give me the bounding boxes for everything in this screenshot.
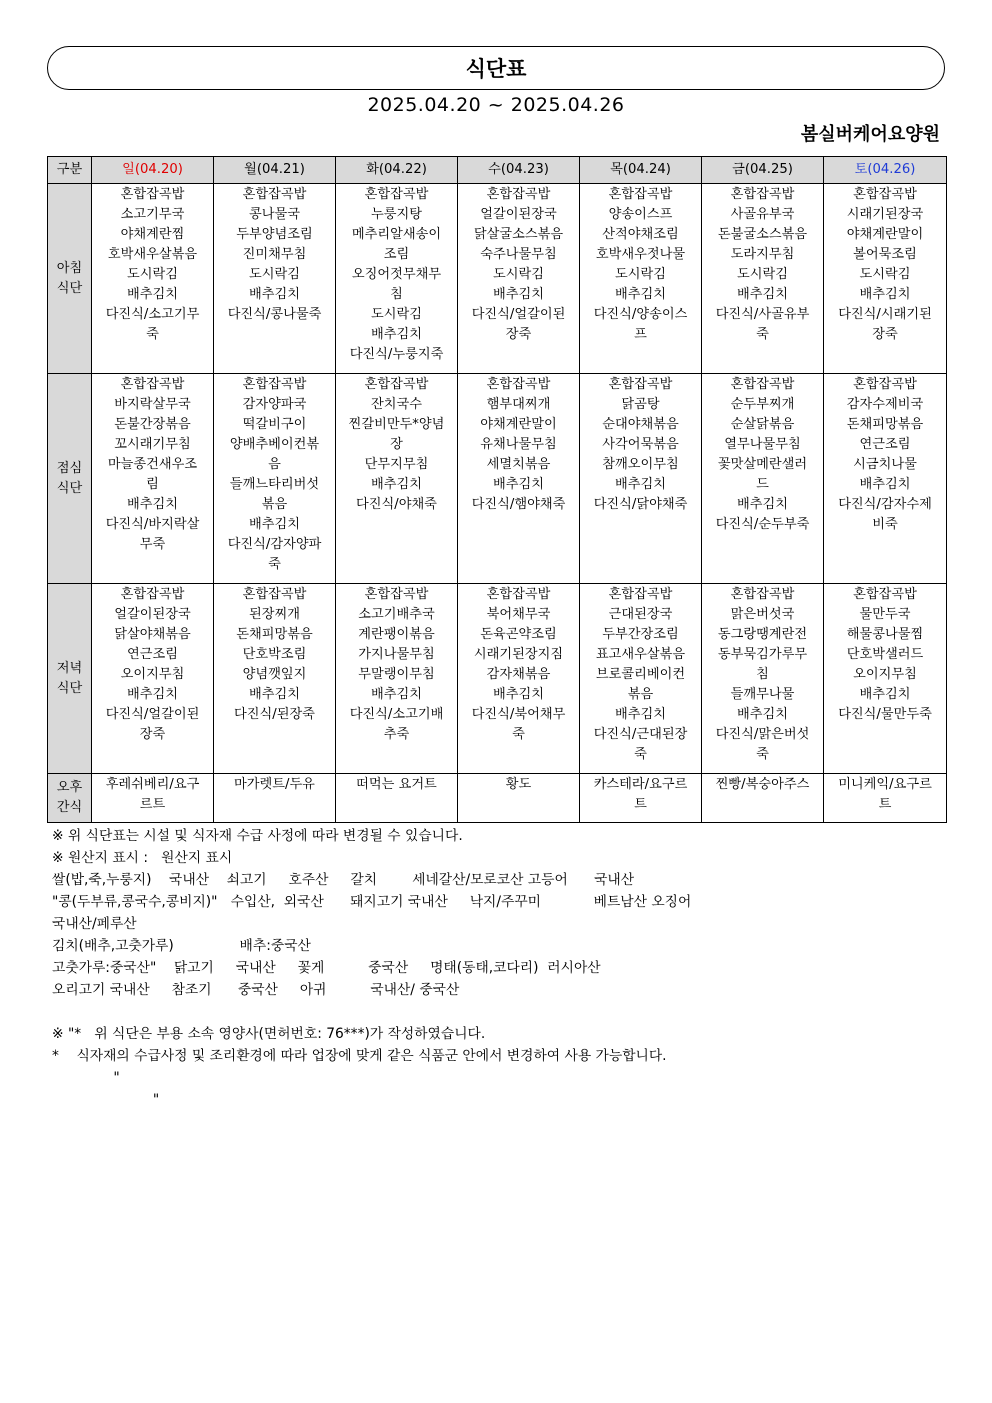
menu-item: 시래기된장국 — [846, 207, 924, 222]
menu-cell — [580, 184, 702, 374]
menu-item: 찐빵/복숭아주스 — [715, 777, 810, 792]
menu-item: 브로콜리베이컨 — [595, 667, 686, 682]
menu-item: 잔치국수 — [371, 397, 422, 412]
menu-item: 얼갈이된장국 — [114, 607, 191, 622]
menu-item: 시래기된장지짐 — [473, 647, 564, 662]
menu-item: 혼합잡곡밥 — [486, 187, 551, 202]
note-line: 김치(배추,고춧가루) 배추:중국산 — [52, 938, 311, 954]
menu-item: 다진식/양송이스 — [593, 307, 688, 322]
menu-item: 다진식/소고기무 — [105, 307, 200, 322]
menu-item: 혼합잡곡밥 — [364, 187, 429, 202]
note-line: * 식자재의 수급사정 및 조리환경에 따라 업장에 맞게 같은 식품군 안에서 변경하여 사용 가능합니다. — [52, 1048, 667, 1064]
menu-item: 무말랭이무침 — [358, 667, 435, 682]
menu-item: 혼합잡곡밥 — [364, 377, 429, 392]
menu-item: 혼합잡곡밥 — [120, 587, 185, 602]
note-line: "콩(두부류,콩국수,콩비지)" 수입산, 외국산 돼지고기 국내산 낙지/주꾸미 베트남산 오징어 — [52, 894, 692, 910]
menu-item: 무죽 — [139, 537, 166, 552]
menu-item: 다진식/소고기배 — [349, 707, 444, 722]
meal-label-line: 간식 — [56, 800, 83, 815]
menu-item: 배추김치 — [249, 517, 300, 532]
menu-item: 비죽 — [872, 517, 898, 532]
menu-item: 장죽 — [872, 327, 898, 342]
menu-item: 순살닭볶음 — [730, 417, 795, 432]
menu-item: 맑은버섯국 — [730, 607, 795, 622]
menu-item: 도라지무침 — [730, 247, 795, 262]
meal-label-line: 식단 — [56, 680, 83, 696]
menu-item: 배추김치 — [493, 477, 544, 492]
menu-item: 다진식/근대된장 — [593, 727, 688, 742]
menu-item: 배추김치 — [737, 287, 788, 302]
menu-item: 유채나물무침 — [480, 437, 557, 452]
menu-item: 혼합잡곡밥 — [242, 587, 307, 602]
menu-item: 혼합잡곡밥 — [730, 187, 795, 202]
menu-item: 다진식/사골유부 — [715, 307, 810, 322]
menu-item: 배추김치 — [371, 687, 422, 702]
menu-item: 다진식/시래기된 — [838, 307, 932, 322]
menu-item: 다진식/야채죽 — [356, 497, 437, 512]
menu-item: 다진식/콩나물죽 — [227, 307, 322, 322]
menu-item: 숙주나물무침 — [480, 247, 557, 262]
menu-item: 다진식/감자양파 — [227, 537, 322, 552]
menu-item: 두부간장조림 — [602, 627, 679, 642]
menu-item: 계란팽이볶음 — [358, 627, 435, 642]
meal-label-line: 아침 — [56, 260, 83, 276]
menu-cell — [92, 584, 214, 774]
menu-item: 양배추베이컨볶 — [229, 437, 320, 452]
meal-row-dinner — [48, 584, 947, 774]
menu-item: 배추김치 — [737, 497, 788, 512]
menu-item: 침 — [756, 667, 769, 682]
menu-item: 장 — [390, 437, 403, 452]
menu-item: 닭살야채볶음 — [114, 627, 191, 642]
menu-item: 장죽 — [505, 327, 532, 342]
menu-item: 단호박조림 — [242, 647, 307, 662]
day-header-tue: 화(04.22) — [336, 157, 458, 184]
menu-item: 호박새우젓나물 — [595, 247, 686, 262]
menu-item: 혼합잡곡밥 — [120, 187, 185, 202]
menu-cell — [824, 774, 947, 823]
note-line: 국내산/페루산 — [52, 916, 137, 932]
menu-item: 혼합잡곡밥 — [120, 377, 185, 392]
menu-item: 사각어묵볶음 — [602, 437, 679, 452]
menu-item: 연근조림 — [127, 647, 178, 662]
menu-item: 다진식/누룽지죽 — [349, 347, 444, 362]
note-line: " — [52, 1092, 160, 1108]
menu-cell — [214, 774, 336, 823]
menu-item: 혼합잡곡밥 — [730, 587, 795, 602]
menu-item: 혼합잡곡밥 — [853, 187, 917, 202]
menu-item: 동부묵김가루무 — [717, 647, 808, 662]
header-row — [48, 157, 947, 184]
menu-cell — [580, 374, 702, 584]
menu-item: 다진식/감자수제 — [838, 497, 932, 512]
menu-item: 배추김치 — [615, 287, 666, 302]
meal-label — [48, 584, 92, 774]
menu-cell — [580, 774, 702, 823]
menu-item: 양송이스프 — [608, 207, 673, 222]
menu-item: 북어채무국 — [486, 607, 551, 622]
menu-item: 다진식/북어채무 — [471, 707, 566, 722]
day-header-mon: 월(04.21) — [214, 157, 336, 184]
menu-item: 찐갈비만두*양념 — [348, 417, 445, 432]
menu-item: 배추김치 — [127, 497, 178, 512]
menu-item: 얼갈이된장국 — [480, 207, 557, 222]
menu-item: 음 — [268, 457, 281, 472]
menu-item: 야채계란말이 — [480, 417, 557, 432]
menu-item: 배추김치 — [127, 687, 178, 702]
note-line: ※ "* 위 식단은 부용 소속 영양사(면허번호: 76***)가 작성하였습니다. — [52, 1026, 486, 1042]
menu-item: 참깨오이무침 — [602, 457, 679, 472]
menu-item: 배추김치 — [249, 687, 300, 702]
meal-label — [48, 374, 92, 584]
menu-item: 다진식/얼갈이된 — [105, 707, 200, 722]
menu-cell — [702, 774, 824, 823]
menu-item: 죽 — [756, 747, 769, 762]
date-range: 2025.04.20 ~ 2025.04.26 — [367, 94, 625, 116]
menu-item: 메추리알새송이 — [351, 227, 442, 242]
menu-item: 오이지무침 — [853, 667, 917, 682]
menu-item: 혼합잡곡밥 — [364, 587, 429, 602]
menu-item: 드 — [756, 477, 769, 492]
menu-item: 순대야채볶음 — [602, 417, 679, 432]
menu-item: 닭곰탕 — [621, 397, 660, 412]
day-header-sat: 토(04.26) — [824, 157, 947, 184]
menu-item: 트 — [878, 797, 892, 812]
menu-item: 소고기배추국 — [358, 607, 435, 622]
menu-item: 연근조림 — [859, 437, 911, 452]
menu-item: 혼합잡곡밥 — [608, 587, 673, 602]
header-label: 구분 — [48, 157, 92, 184]
menu-item: 혼합잡곡밥 — [853, 377, 917, 392]
menu-item: 프 — [634, 327, 647, 342]
menu-item: 배추김치 — [615, 477, 666, 492]
title-box — [47, 46, 945, 90]
menu-item: 황도 — [505, 777, 532, 792]
note-line: ※ 원산지 표시 : 원산지 표시 — [52, 850, 233, 866]
menu-cell — [458, 374, 580, 584]
menu-item: 다진식/햄야채죽 — [471, 497, 566, 512]
note-line: " — [52, 1070, 120, 1086]
note-line: 쌀(밥,죽,누룽지) 국내산 쇠고기 호주산 갈치 세네갈산/모로코산 고등어 국내산 — [52, 872, 635, 888]
menu-item: 다진식/얼갈이된 — [471, 307, 566, 322]
menu-item: 혼합잡곡밥 — [242, 187, 307, 202]
menu-item: 마늘종건새우조 — [107, 457, 198, 472]
menu-item: 야채계란말이 — [846, 227, 924, 242]
menu-item: 르트 — [139, 797, 166, 812]
day-header-sun: 일(04.20) — [92, 157, 214, 184]
menu-item: 콩나물국 — [249, 207, 300, 222]
page-title: 식단표 — [465, 57, 527, 81]
meal-row-snack — [48, 774, 947, 823]
menu-cell — [214, 184, 336, 374]
menu-item: 다진식/순두부죽 — [715, 517, 810, 532]
menu-item: 햄부대찌개 — [486, 397, 551, 412]
note-line: 고춧가루:중국산" 닭고기 국내산 꽃게 중국산 명태(동태,코다리) 러시아산 — [52, 960, 601, 976]
menu-item: 도시락김 — [493, 267, 544, 282]
menu-item: 죽 — [512, 727, 525, 742]
menu-item: 돈채피망볶음 — [846, 417, 924, 432]
menu-cell — [92, 184, 214, 374]
menu-item: 볶음 — [261, 497, 288, 512]
meal-label-line: 식단 — [56, 280, 83, 296]
menu-item: 감자양파국 — [242, 397, 307, 412]
note-line: 오리고기 국내산 참조기 중국산 아귀 국내산/ 중국산 — [52, 982, 460, 998]
menu-item: 꼬시래기무침 — [114, 437, 191, 452]
menu-item: 후레쉬베리/요구 — [105, 777, 200, 792]
menu-item: 다진식/닭야채죽 — [593, 497, 688, 512]
menu-item: 도시락김 — [127, 267, 178, 282]
menu-item: 두부양념조림 — [236, 227, 313, 242]
menu-item: 볼어묵조림 — [853, 247, 917, 262]
menu-item: 호박새우살볶음 — [107, 247, 198, 262]
menu-item: 돈불굴소스볶음 — [717, 227, 808, 242]
menu-cell — [458, 584, 580, 774]
menu-item: 소고기무국 — [120, 207, 185, 222]
menu-cell — [824, 374, 947, 584]
menu-item: 사골유부국 — [730, 207, 795, 222]
menu-item: 마가렛트/두유 — [234, 777, 315, 792]
menu-item: 다진식/맑은버섯 — [715, 727, 810, 742]
menu-item: 혼합잡곡밥 — [608, 187, 673, 202]
meal-label — [48, 184, 92, 374]
menu-item: 죽 — [634, 747, 647, 762]
menu-item: 양념깻잎지 — [242, 667, 307, 682]
menu-item: 야채계란찜 — [120, 227, 185, 242]
menu-item: 죽 — [268, 557, 281, 572]
menu-item: 산적야채조림 — [602, 227, 679, 242]
menu-cell — [702, 374, 824, 584]
menu-item: 도시락김 — [859, 267, 911, 282]
menu-item: 배추김치 — [737, 707, 788, 722]
menu-item: 추죽 — [383, 727, 410, 742]
menu-item: 혼합잡곡밥 — [486, 587, 551, 602]
menu-item: 다진식/바지락살 — [105, 517, 200, 532]
menu-item: 단무지무침 — [364, 457, 429, 472]
menu-item: 된장찌개 — [249, 607, 300, 622]
day-header-wed: 수(04.23) — [458, 157, 580, 184]
menu-item: 림 — [146, 477, 159, 492]
menu-item: 혼합잡곡밥 — [853, 587, 917, 602]
meal-label-line: 점심 — [56, 460, 83, 476]
menu-cell — [824, 584, 947, 774]
menu-item: 돈채피망볶음 — [236, 627, 313, 642]
menu-cell — [92, 374, 214, 584]
menu-item: 닭살굴소스볶음 — [473, 227, 564, 242]
menu-item: 배추김치 — [859, 477, 911, 492]
menu-item: 진미채무침 — [242, 247, 307, 262]
menu-item: 미니케익/요구르 — [838, 777, 932, 792]
menu-table — [47, 156, 947, 823]
menu-item: 조림 — [383, 247, 410, 262]
menu-cell — [336, 774, 458, 823]
menu-item: 오이지무침 — [120, 667, 185, 682]
menu-item: 누룽지탕 — [371, 207, 422, 222]
menu-item: 떠먹는 요거트 — [356, 777, 437, 792]
meal-row-breakfast — [48, 184, 947, 374]
menu-item: 물만두국 — [859, 607, 911, 622]
menu-item: 바지락살무국 — [114, 397, 191, 412]
meal-label-line: 저녁 — [56, 660, 83, 676]
menu-item: 카스테라/요구르 — [593, 777, 688, 792]
note-line: ※ 위 식단표는 시설 및 식자재 수급 사정에 따라 변경될 수 있습니다. — [52, 828, 463, 844]
menu-item: 들깨무나물 — [730, 687, 795, 702]
menu-item: 도시락김 — [371, 307, 422, 322]
menu-item: 단호박샐러드 — [846, 647, 924, 662]
menu-item: 시금치나물 — [853, 457, 917, 472]
menu-cell — [336, 184, 458, 374]
menu-item: 배추김치 — [493, 287, 544, 302]
menu-item: 도시락김 — [249, 267, 300, 282]
menu-item: 혼합잡곡밥 — [608, 377, 673, 392]
menu-item: 감자채볶음 — [486, 667, 551, 682]
menu-item: 죽 — [146, 327, 159, 342]
menu-cell — [458, 774, 580, 823]
menu-item: 다진식/된장죽 — [234, 707, 315, 722]
menu-item: 배추김치 — [127, 287, 178, 302]
day-header-thu: 목(04.24) — [580, 157, 702, 184]
menu-item: 트 — [634, 797, 647, 812]
notes-section — [52, 825, 952, 1111]
menu-item: 열무나물무침 — [724, 437, 801, 452]
menu-item: 침 — [390, 287, 403, 302]
menu-item: 혼합잡곡밥 — [486, 377, 551, 392]
note-line — [52, 1001, 952, 1023]
menu-item: 배추김치 — [859, 687, 911, 702]
menu-item: 돈불간장볶음 — [114, 417, 191, 432]
menu-item: 세멸치볶음 — [486, 457, 551, 472]
menu-item: 떡갈비구이 — [242, 417, 307, 432]
menu-cell — [580, 584, 702, 774]
menu-item: 돈육곤약조림 — [480, 627, 557, 642]
facility-name: 봄실버케어요양원 — [800, 124, 940, 145]
menu-item: 가지나물무침 — [358, 647, 435, 662]
menu-item: 배추김치 — [859, 287, 911, 302]
menu-cell — [702, 584, 824, 774]
menu-item: 다진식/물만두죽 — [838, 707, 932, 722]
menu-item: 배추김치 — [371, 477, 422, 492]
meal-row-lunch — [48, 374, 947, 584]
menu-item: 도시락김 — [615, 267, 666, 282]
menu-cell — [92, 774, 214, 823]
menu-item: 장죽 — [139, 727, 166, 742]
menu-item: 순두부찌개 — [730, 397, 795, 412]
meal-label-line: 식단 — [56, 480, 83, 496]
menu-cell — [336, 374, 458, 584]
menu-cell — [824, 184, 947, 374]
menu-cell — [702, 184, 824, 374]
menu-item: 해물콩나물찜 — [846, 627, 924, 642]
menu-item: 오징어젓무채무 — [351, 267, 442, 282]
menu-cell — [214, 374, 336, 584]
menu-item: 배추김치 — [615, 707, 666, 722]
meal-label — [48, 774, 92, 823]
meal-label-line: 오후 — [56, 780, 83, 795]
day-header-fri: 금(04.25) — [702, 157, 824, 184]
menu-item: 볶음 — [627, 687, 654, 702]
menu-item: 혼합잡곡밥 — [730, 377, 795, 392]
menu-item: 들깨느타리버섯 — [229, 477, 320, 492]
menu-cell — [458, 184, 580, 374]
menu-cell — [214, 584, 336, 774]
menu-item: 배추김치 — [249, 287, 300, 302]
menu-item: 배추김치 — [493, 687, 544, 702]
menu-item: 표고새우살볶음 — [595, 647, 686, 662]
menu-item: 감자수제비국 — [846, 397, 924, 412]
menu-item: 죽 — [756, 327, 769, 342]
menu-item: 근대된장국 — [608, 607, 673, 622]
menu-item: 배추김치 — [371, 327, 422, 342]
menu-item: 꽃맛살메란샐러 — [717, 457, 808, 472]
menu-item: 도시락김 — [737, 267, 788, 282]
menu-item: 혼합잡곡밥 — [242, 377, 307, 392]
menu-body — [48, 184, 947, 823]
menu-item: 동그랑땡계란전 — [717, 627, 808, 642]
menu-cell — [336, 584, 458, 774]
